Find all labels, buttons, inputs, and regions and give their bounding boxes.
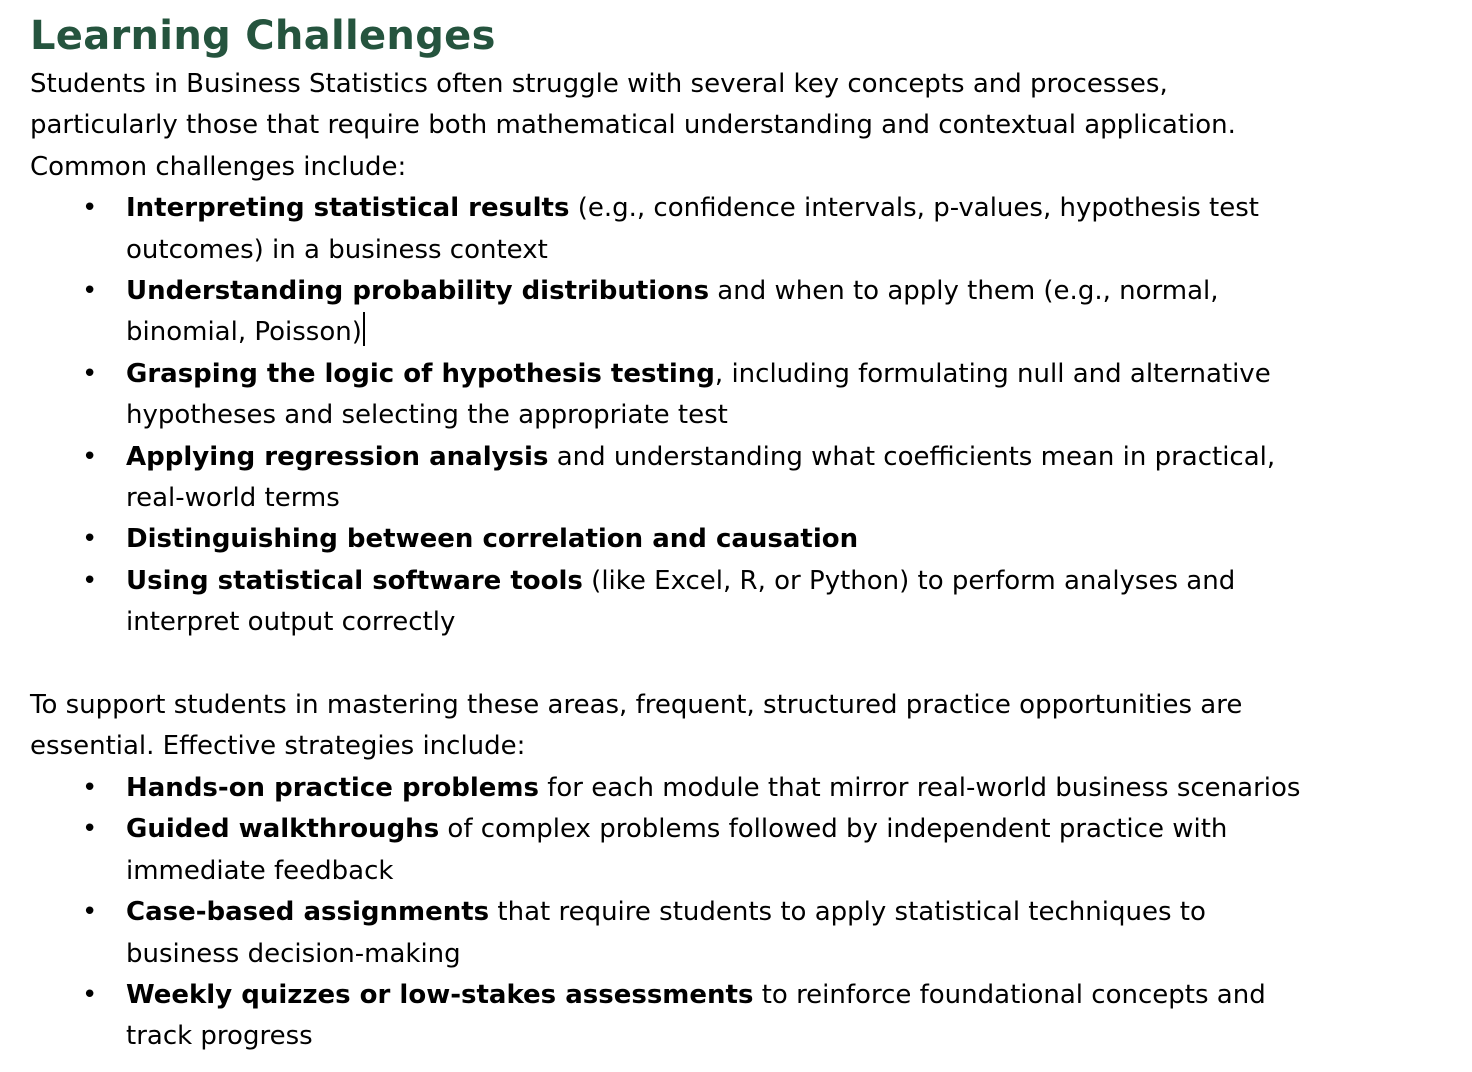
bullet-icon: • [82,979,98,1010]
support-line: essential. Effective strategies include: [30,731,526,762]
bullet-icon: • [82,524,98,555]
intro-line: Students in Business Statistics often struggle with several key concepts and processes, [30,69,1168,99]
bullet-icon: • [82,193,98,224]
text-cursor [363,312,365,346]
challenge-text: , including formulating null and alternative [714,358,1271,389]
page-title: Learning Challenges [30,13,496,59]
challenge-text: (like Excel, R, or Python) to perform analyses and [582,565,1236,596]
strategy-title: Weekly quizzes or low-stakes assessments [126,979,754,1010]
challenge-text: and when to apply them (e.g., normal, [709,276,1219,307]
list-item [30,809,1466,892]
document-body[interactable] [30,8,1466,1058]
challenge-title: Applying regression analysis [126,441,549,472]
list-item [30,561,1466,644]
strategy-text: business decision-making [126,938,461,969]
strategy-text: for each module that mirror real-world business scenarios [538,772,1301,803]
strategy-text: track progress [126,1021,313,1052]
challenge-text: real-world terms [126,483,340,514]
bullet-icon: • [82,276,98,307]
intro-line: particularly those that require both mathematical understanding and contextual application. [30,110,1236,141]
challenge-text: binomial, Poisson) [126,317,362,348]
challenge-title: Grasping the logic of hypothesis testing [126,358,715,389]
challenge-text: outcomes) in a business context [126,234,548,265]
challenge-text: interpret output correctly [126,607,456,638]
strategy-text: to reinforce foundational concepts and [753,979,1266,1010]
list-item [30,188,1466,271]
support-line: To support students in mastering these areas, frequent, structured practice opportunities are [30,690,1243,721]
bullet-icon: • [82,358,98,389]
list-item [30,271,1466,354]
list-item [30,892,1466,975]
list-item [30,354,1466,437]
list-item [30,975,1466,1058]
support-paragraph [30,685,1466,768]
challenge-title: Using statistical software tools [126,565,583,596]
strategies-list [30,768,1466,1058]
strategy-title: Guided walkthroughs [126,814,440,845]
strategy-text: of complex problems followed by independent practice with [439,814,1228,845]
list-item [30,437,1466,520]
strategy-text: that require students to apply statistical techniques to [489,897,1206,928]
list-item [30,519,1466,560]
bullet-icon: • [82,897,98,928]
challenge-title: Understanding probability distributions [126,276,710,307]
challenge-title: Distinguishing between correlation and causation [126,524,859,555]
bullet-icon: • [82,565,98,596]
challenge-text: and understanding what coefficients mean in practical, [548,441,1276,472]
challenge-text: (e.g., confidence intervals, p-values, hypothesis test [569,193,1259,224]
bullet-icon: • [82,814,98,845]
intro-paragraph [30,64,1466,188]
bullet-icon: • [82,441,98,472]
bullet-icon: • [82,772,98,803]
strategy-text: immediate feedback [126,855,394,886]
intro-line: Common challenges include: [30,151,407,182]
paragraph-spacer [30,644,1466,685]
challenges-list [30,188,1466,643]
strategy-title: Case-based assignments [126,897,490,928]
challenge-title: Interpreting statistical results [126,193,570,224]
list-item [30,768,1466,809]
challenge-text: hypotheses and selecting the appropriate test [126,400,728,431]
strategy-title: Hands-on practice problems [126,772,539,803]
